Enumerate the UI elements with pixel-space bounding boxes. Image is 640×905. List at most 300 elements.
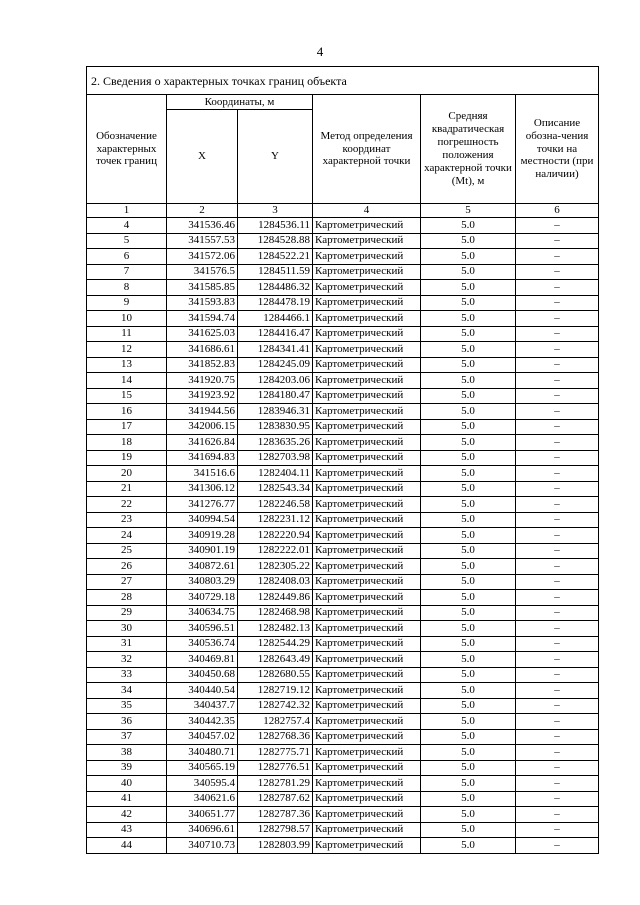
point-number-cell: 4 — [87, 218, 167, 234]
table-row — [87, 264, 599, 280]
coord-x-cell: 341626.84 — [167, 435, 238, 451]
description-cell: – — [516, 745, 599, 761]
method-cell: Картометрический — [313, 450, 421, 466]
coord-y-cell: 1282449.86 — [238, 590, 313, 606]
coord-y-cell: 1284478.19 — [238, 295, 313, 311]
table-row — [87, 466, 599, 482]
description-cell: – — [516, 543, 599, 559]
point-number-cell: 33 — [87, 667, 167, 683]
point-number-cell: 14 — [87, 373, 167, 389]
table-row — [87, 714, 599, 730]
coord-x-cell: 340440.54 — [167, 683, 238, 699]
coord-y-cell: 1282787.36 — [238, 807, 313, 823]
mean-error-cell: 5.0 — [421, 512, 516, 528]
method-cell: Картометрический — [313, 574, 421, 590]
description-cell: – — [516, 404, 599, 420]
table-row — [87, 481, 599, 497]
mean-error-cell: 5.0 — [421, 652, 516, 668]
method-cell: Картометрический — [313, 729, 421, 745]
mean-error-cell: 5.0 — [421, 714, 516, 730]
method-cell: Картометрический — [313, 621, 421, 637]
point-number-cell: 36 — [87, 714, 167, 730]
method-cell: Картометрический — [313, 373, 421, 389]
coord-x-cell: 341516.6 — [167, 466, 238, 482]
point-number-cell: 12 — [87, 342, 167, 358]
table-row — [87, 652, 599, 668]
section-title: 2. Сведения о характерных точках границ объекта — [87, 67, 599, 95]
method-cell: Картометрический — [313, 791, 421, 807]
coord-x-cell: 341276.77 — [167, 497, 238, 513]
coord-y-cell: 1284203.06 — [238, 373, 313, 389]
method-cell: Картометрический — [313, 357, 421, 373]
coord-y-cell: 1282220.94 — [238, 528, 313, 544]
coord-y-cell: 1284511.59 — [238, 264, 313, 280]
description-cell: – — [516, 683, 599, 699]
coord-y-cell: 1282787.62 — [238, 791, 313, 807]
coord-y-cell: 1284486.32 — [238, 280, 313, 296]
table-row — [87, 776, 599, 792]
coord-x-cell: 341594.74 — [167, 311, 238, 327]
coord-y-cell: 1282757.4 — [238, 714, 313, 730]
coord-y-cell: 1282468.98 — [238, 605, 313, 621]
method-cell: Картометрический — [313, 419, 421, 435]
mean-error-cell: 5.0 — [421, 264, 516, 280]
coord-y-cell: 1283830.95 — [238, 419, 313, 435]
method-cell: Картометрический — [313, 249, 421, 265]
page-number: 4 — [316, 44, 324, 59]
point-number-cell: 38 — [87, 745, 167, 761]
mean-error-cell: 5.0 — [421, 760, 516, 776]
description-cell: – — [516, 729, 599, 745]
column-number-row — [87, 204, 599, 218]
header-method: Метод определения координат характерной точки — [313, 95, 421, 204]
table-row — [87, 311, 599, 327]
mean-error-cell: 5.0 — [421, 605, 516, 621]
table-row — [87, 543, 599, 559]
coord-x-cell: 341593.83 — [167, 295, 238, 311]
table-row — [87, 342, 599, 358]
description-cell: – — [516, 481, 599, 497]
description-cell: – — [516, 466, 599, 482]
coord-x-cell: 341920.75 — [167, 373, 238, 389]
method-cell: Картометрический — [313, 233, 421, 249]
table-row — [87, 326, 599, 342]
point-number-cell: 29 — [87, 605, 167, 621]
method-cell: Картометрический — [313, 807, 421, 823]
description-cell: – — [516, 342, 599, 358]
mean-error-cell: 5.0 — [421, 776, 516, 792]
point-number-cell: 22 — [87, 497, 167, 513]
mean-error-cell: 5.0 — [421, 559, 516, 575]
mean-error-cell: 5.0 — [421, 311, 516, 327]
table-body — [87, 218, 599, 854]
header-point-designation: Обозначение характерных точек границ — [87, 95, 167, 204]
description-cell: – — [516, 590, 599, 606]
method-cell: Картометрический — [313, 528, 421, 544]
coord-y-cell: 1282408.03 — [238, 574, 313, 590]
table-row — [87, 590, 599, 606]
description-cell: – — [516, 450, 599, 466]
description-cell: – — [516, 435, 599, 451]
method-cell: Картометрический — [313, 404, 421, 420]
mean-error-cell: 5.0 — [421, 683, 516, 699]
point-number-cell: 11 — [87, 326, 167, 342]
point-number-cell: 25 — [87, 543, 167, 559]
mean-error-cell: 5.0 — [421, 419, 516, 435]
point-number-cell: 44 — [87, 838, 167, 854]
mean-error-cell: 5.0 — [421, 388, 516, 404]
column-number: 5 — [421, 204, 516, 218]
description-cell: – — [516, 760, 599, 776]
point-number-cell: 27 — [87, 574, 167, 590]
mean-error-cell: 5.0 — [421, 280, 516, 296]
point-number-cell: 18 — [87, 435, 167, 451]
mean-error-cell: 5.0 — [421, 621, 516, 637]
coord-x-cell: 340565.19 — [167, 760, 238, 776]
point-number-cell: 6 — [87, 249, 167, 265]
mean-error-cell: 5.0 — [421, 295, 516, 311]
point-number-cell: 10 — [87, 311, 167, 327]
table-row — [87, 388, 599, 404]
description-cell: – — [516, 652, 599, 668]
table-row — [87, 528, 599, 544]
description-cell: – — [516, 326, 599, 342]
table-row — [87, 683, 599, 699]
coord-x-cell: 341306.12 — [167, 481, 238, 497]
coord-x-cell: 341585.85 — [167, 280, 238, 296]
coord-y-cell: 1282776.51 — [238, 760, 313, 776]
description-cell: – — [516, 667, 599, 683]
coord-x-cell: 341625.03 — [167, 326, 238, 342]
mean-error-cell: 5.0 — [421, 745, 516, 761]
table-row — [87, 233, 599, 249]
description-cell: – — [516, 559, 599, 575]
description-cell: – — [516, 311, 599, 327]
coord-x-cell: 341576.5 — [167, 264, 238, 280]
coord-y-cell: 1284180.47 — [238, 388, 313, 404]
mean-error-cell: 5.0 — [421, 574, 516, 590]
table-row — [87, 404, 599, 420]
method-cell: Картометрический — [313, 280, 421, 296]
point-number-cell: 23 — [87, 512, 167, 528]
table-row — [87, 838, 599, 854]
coord-y-cell: 1282768.36 — [238, 729, 313, 745]
header-x: X — [167, 110, 238, 204]
method-cell: Картометрический — [313, 776, 421, 792]
coord-x-cell: 341694.83 — [167, 450, 238, 466]
mean-error-cell: 5.0 — [421, 373, 516, 389]
point-number-cell: 24 — [87, 528, 167, 544]
point-number-cell: 42 — [87, 807, 167, 823]
method-cell: Картометрический — [313, 698, 421, 714]
point-number-cell: 40 — [87, 776, 167, 792]
coord-y-cell: 1283946.31 — [238, 404, 313, 420]
method-cell: Картометрический — [313, 745, 421, 761]
method-cell: Картометрический — [313, 481, 421, 497]
mean-error-cell: 5.0 — [421, 729, 516, 745]
table-row — [87, 497, 599, 513]
column-number: 1 — [87, 204, 167, 218]
coord-x-cell: 341557.53 — [167, 233, 238, 249]
mean-error-cell: 5.0 — [421, 838, 516, 854]
description-cell: – — [516, 621, 599, 637]
table-row — [87, 435, 599, 451]
point-number-cell: 21 — [87, 481, 167, 497]
table-row — [87, 791, 599, 807]
mean-error-cell: 5.0 — [421, 528, 516, 544]
coord-y-cell: 1284245.09 — [238, 357, 313, 373]
header-coordinates: Координаты, м — [167, 95, 313, 110]
coord-y-cell: 1282719.12 — [238, 683, 313, 699]
point-number-cell: 31 — [87, 636, 167, 652]
coord-x-cell: 340469.81 — [167, 652, 238, 668]
method-cell: Картометрический — [313, 512, 421, 528]
coord-x-cell: 340803.29 — [167, 574, 238, 590]
method-cell: Картометрический — [313, 311, 421, 327]
mean-error-cell: 5.0 — [421, 698, 516, 714]
method-cell: Картометрический — [313, 543, 421, 559]
method-cell: Картометрический — [313, 559, 421, 575]
mean-error-cell: 5.0 — [421, 435, 516, 451]
table-row — [87, 512, 599, 528]
mean-error-cell: 5.0 — [421, 481, 516, 497]
method-cell: Картометрический — [313, 326, 421, 342]
coord-x-cell: 340457.02 — [167, 729, 238, 745]
header-description: Описание обозна-чения точки на местности (при наличии) — [516, 95, 599, 204]
point-number-cell: 34 — [87, 683, 167, 699]
table-row — [87, 807, 599, 823]
point-number-cell: 37 — [87, 729, 167, 745]
table-row — [87, 822, 599, 838]
mean-error-cell: 5.0 — [421, 326, 516, 342]
description-cell: – — [516, 373, 599, 389]
point-number-cell: 41 — [87, 791, 167, 807]
coord-x-cell: 340450.68 — [167, 667, 238, 683]
method-cell: Картометрический — [313, 667, 421, 683]
coord-x-cell: 340901.19 — [167, 543, 238, 559]
description-cell: – — [516, 838, 599, 854]
mean-error-cell: 5.0 — [421, 342, 516, 358]
mean-error-cell: 5.0 — [421, 497, 516, 513]
coord-y-cell: 1283635.26 — [238, 435, 313, 451]
coord-x-cell: 340596.51 — [167, 621, 238, 637]
mean-error-cell: 5.0 — [421, 636, 516, 652]
method-cell: Картометрический — [313, 497, 421, 513]
point-number-cell: 5 — [87, 233, 167, 249]
description-cell: – — [516, 218, 599, 234]
column-number: 4 — [313, 204, 421, 218]
coord-y-cell: 1282305.22 — [238, 559, 313, 575]
description-cell: – — [516, 264, 599, 280]
coord-y-cell: 1282781.29 — [238, 776, 313, 792]
table-row — [87, 636, 599, 652]
coord-y-cell: 1282482.13 — [238, 621, 313, 637]
description-cell: – — [516, 714, 599, 730]
coord-y-cell: 1284341.41 — [238, 342, 313, 358]
table-row — [87, 249, 599, 265]
coord-y-cell: 1282798.57 — [238, 822, 313, 838]
table-row — [87, 729, 599, 745]
point-number-cell: 35 — [87, 698, 167, 714]
point-number-cell: 39 — [87, 760, 167, 776]
description-cell: – — [516, 419, 599, 435]
point-number-cell: 8 — [87, 280, 167, 296]
coord-x-cell: 341536.46 — [167, 218, 238, 234]
coord-x-cell: 340872.61 — [167, 559, 238, 575]
coord-x-cell: 340994.54 — [167, 512, 238, 528]
mean-error-cell: 5.0 — [421, 249, 516, 265]
method-cell: Картометрический — [313, 342, 421, 358]
method-cell: Картометрический — [313, 295, 421, 311]
description-cell: – — [516, 605, 599, 621]
description-cell: – — [516, 280, 599, 296]
coord-x-cell: 341686.61 — [167, 342, 238, 358]
coord-x-cell: 340651.77 — [167, 807, 238, 823]
coord-x-cell: 340729.18 — [167, 590, 238, 606]
mean-error-cell: 5.0 — [421, 822, 516, 838]
coord-y-cell: 1282544.29 — [238, 636, 313, 652]
coord-y-cell: 1282643.49 — [238, 652, 313, 668]
column-number: 2 — [167, 204, 238, 218]
mean-error-cell: 5.0 — [421, 450, 516, 466]
description-cell: – — [516, 791, 599, 807]
coord-x-cell: 341944.56 — [167, 404, 238, 420]
mean-error-cell: 5.0 — [421, 218, 516, 234]
method-cell: Картометрический — [313, 264, 421, 280]
header-y: Y — [238, 110, 313, 204]
table-row — [87, 605, 599, 621]
coord-y-cell: 1282803.99 — [238, 838, 313, 854]
point-number-cell: 17 — [87, 419, 167, 435]
coord-y-cell: 1284466.1 — [238, 311, 313, 327]
description-cell: – — [516, 807, 599, 823]
point-number-cell: 32 — [87, 652, 167, 668]
coord-y-cell: 1284416.47 — [238, 326, 313, 342]
coord-x-cell: 340536.74 — [167, 636, 238, 652]
point-number-cell: 28 — [87, 590, 167, 606]
table-row — [87, 357, 599, 373]
coord-x-cell: 340696.61 — [167, 822, 238, 838]
description-cell: – — [516, 776, 599, 792]
coord-y-cell: 1282680.55 — [238, 667, 313, 683]
coord-x-cell: 340595.4 — [167, 776, 238, 792]
point-number-cell: 20 — [87, 466, 167, 482]
point-number-cell: 19 — [87, 450, 167, 466]
coord-y-cell: 1282775.71 — [238, 745, 313, 761]
method-cell: Картометрический — [313, 683, 421, 699]
point-number-cell: 7 — [87, 264, 167, 280]
table-row — [87, 760, 599, 776]
coord-y-cell: 1282222.01 — [238, 543, 313, 559]
coord-x-cell: 341923.92 — [167, 388, 238, 404]
coord-x-cell: 340710.73 — [167, 838, 238, 854]
table-row — [87, 295, 599, 311]
coord-x-cell: 340621.6 — [167, 791, 238, 807]
method-cell: Картометрический — [313, 605, 421, 621]
coord-y-cell: 1282742.32 — [238, 698, 313, 714]
table-row — [87, 574, 599, 590]
table-row — [87, 745, 599, 761]
column-number: 3 — [238, 204, 313, 218]
mean-error-cell: 5.0 — [421, 590, 516, 606]
point-number-cell: 9 — [87, 295, 167, 311]
point-number-cell: 15 — [87, 388, 167, 404]
coord-x-cell: 341572.06 — [167, 249, 238, 265]
point-number-cell: 13 — [87, 357, 167, 373]
mean-error-cell: 5.0 — [421, 404, 516, 420]
method-cell: Картометрический — [313, 590, 421, 606]
description-cell: – — [516, 574, 599, 590]
coord-y-cell: 1284536.11 — [238, 218, 313, 234]
header-error: Средняя квадратическая погрешность положения характерной точки (Mt), м — [421, 95, 516, 204]
coord-y-cell: 1282543.34 — [238, 481, 313, 497]
mean-error-cell: 5.0 — [421, 807, 516, 823]
description-cell: – — [516, 388, 599, 404]
coord-x-cell: 342006.15 — [167, 419, 238, 435]
mean-error-cell: 5.0 — [421, 233, 516, 249]
mean-error-cell: 5.0 — [421, 357, 516, 373]
mean-error-cell: 5.0 — [421, 791, 516, 807]
method-cell: Картометрический — [313, 652, 421, 668]
method-cell: Картометрический — [313, 714, 421, 730]
coord-x-cell: 340634.75 — [167, 605, 238, 621]
coord-y-cell: 1282231.12 — [238, 512, 313, 528]
description-cell: – — [516, 528, 599, 544]
method-cell: Картометрический — [313, 218, 421, 234]
method-cell: Картометрический — [313, 760, 421, 776]
method-cell: Картометрический — [313, 636, 421, 652]
coord-y-cell: 1284522.21 — [238, 249, 313, 265]
table-row — [87, 373, 599, 389]
point-number-cell: 26 — [87, 559, 167, 575]
description-cell: – — [516, 295, 599, 311]
description-cell: – — [516, 357, 599, 373]
table-row — [87, 280, 599, 296]
coord-x-cell: 340480.71 — [167, 745, 238, 761]
method-cell: Картометрический — [313, 838, 421, 854]
mean-error-cell: 5.0 — [421, 466, 516, 482]
description-cell: – — [516, 636, 599, 652]
method-cell: Картометрический — [313, 388, 421, 404]
point-number-cell: 43 — [87, 822, 167, 838]
boundary-points-table — [86, 66, 599, 854]
mean-error-cell: 5.0 — [421, 543, 516, 559]
coord-x-cell: 341852.83 — [167, 357, 238, 373]
table-row — [87, 218, 599, 234]
mean-error-cell: 5.0 — [421, 667, 516, 683]
coord-y-cell: 1284528.88 — [238, 233, 313, 249]
coord-y-cell: 1282703.98 — [238, 450, 313, 466]
table-row — [87, 698, 599, 714]
column-number: 6 — [516, 204, 599, 218]
coord-x-cell: 340442.35 — [167, 714, 238, 730]
method-cell: Картометрический — [313, 466, 421, 482]
method-cell: Картометрический — [313, 822, 421, 838]
description-cell: – — [516, 233, 599, 249]
description-cell: – — [516, 249, 599, 265]
table-row — [87, 559, 599, 575]
method-cell: Картометрический — [313, 435, 421, 451]
table-row — [87, 621, 599, 637]
coord-x-cell: 340437.7 — [167, 698, 238, 714]
description-cell: – — [516, 512, 599, 528]
point-number-cell: 16 — [87, 404, 167, 420]
point-number-cell: 30 — [87, 621, 167, 637]
description-cell: – — [516, 698, 599, 714]
table-row — [87, 450, 599, 466]
table-row — [87, 419, 599, 435]
coord-y-cell: 1282246.58 — [238, 497, 313, 513]
